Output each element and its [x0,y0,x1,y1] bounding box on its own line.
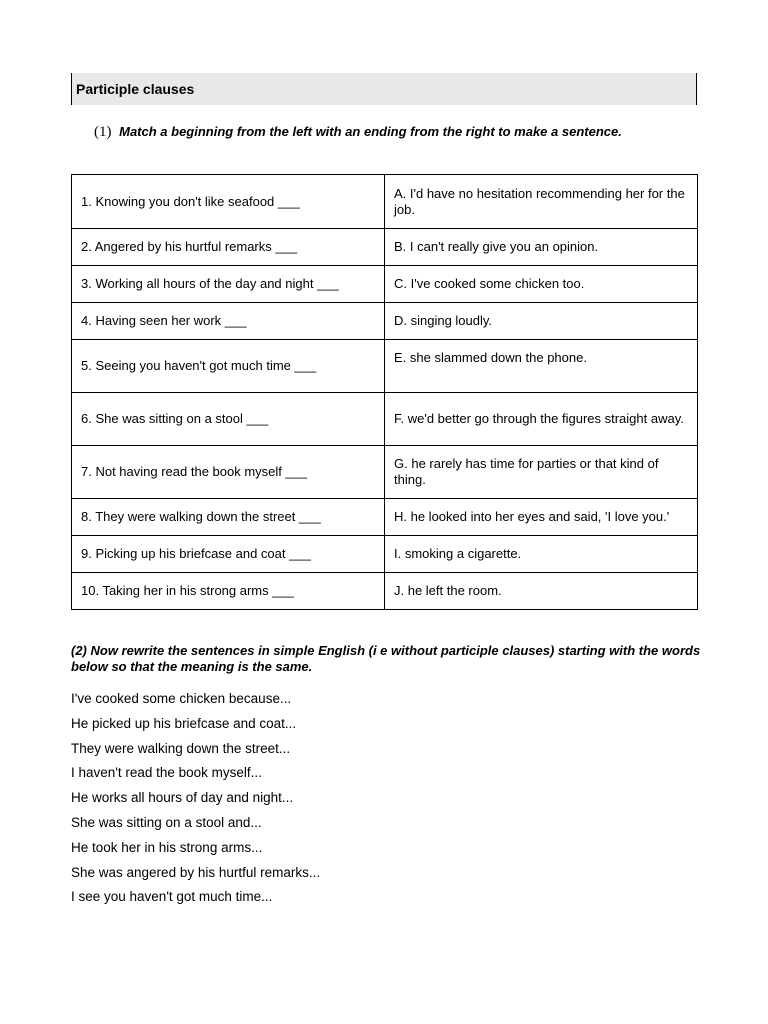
sentence-ending: F. we'd better go through the figures straight away. [385,393,698,446]
sentence-ending: A. I'd have no hesitation recommending her for the job. [385,175,698,229]
section-title: Participle clauses [76,81,195,97]
table-row [72,446,698,499]
rewrite-prompt: She was sitting on a stool and... [71,814,262,830]
sentence-ending: J. he left the room. [385,573,698,610]
section-title-bar [71,73,697,105]
rewrite-prompt: He picked up his briefcase and coat... [71,715,297,731]
sentence-beginning: 6. She was sitting on a stool ___ [72,393,385,446]
rewrite-prompt: She was angered by his hurtful remarks... [71,864,321,880]
sentence-beginning: 1. Knowing you don't like seafood ___ [72,175,385,229]
exercise-1-number: (1) [94,124,112,140]
sentence-beginning: 8. They were walking down the street ___ [72,499,385,536]
table-row [72,175,698,229]
rewrite-prompt: I see you haven't got much time... [71,889,273,905]
sentence-ending: I. smoking a cigarette. [385,536,698,573]
sentence-beginning: 7. Not having read the book myself ___ [72,446,385,499]
sentence-ending: B. I can't really give you an opinion. [385,229,698,266]
rewrite-prompt: I've cooked some chicken because... [71,691,292,706]
sentence-beginning: 3. Working all hours of the day and night ___ [72,266,385,303]
table-row [72,340,698,393]
table-row [72,393,698,446]
table-row [72,536,698,573]
rewrite-prompt: They were walking down the street... [71,740,291,756]
sentence-beginning: 2. Angered by his hurtful remarks ___ [72,229,385,266]
sentence-ending: H. he looked into her eyes and said, 'I love you.' [385,499,698,536]
sentence-beginning: 5. Seeing you haven't got much time ___ [72,340,385,393]
rewrite-prompt: He took her in his strong arms... [71,839,263,855]
sentence-beginning: 4. Having seen her work ___ [72,303,385,340]
sentence-ending: C. I've cooked some chicken too. [385,266,698,303]
sentence-beginning: 9. Picking up his briefcase and coat ___ [72,536,385,573]
table-row [72,229,698,266]
table-row [72,303,698,340]
rewrite-prompt: I haven't read the book myself... [71,765,262,781]
matching-table [71,174,698,610]
exercise-1-text: Match a beginning from the left with an ending from the right to make a sentence. [119,124,622,139]
rewrite-prompt-list [71,689,320,912]
rewrite-prompt: He works all hours of day and night... [71,790,294,806]
exercise-1-instruction [94,124,622,141]
sentence-ending: E. she slammed down the phone. [385,340,698,393]
exercise-2-instruction: (2) Now rewrite the sentences in simple English (i e without participle clauses) starting with the words below so that the meaning is the same. [71,643,701,674]
table-row [72,573,698,610]
sentence-beginning: 10. Taking her in his strong arms ___ [72,573,385,610]
table-row [72,266,698,303]
sentence-ending: D. singing loudly. [385,303,698,340]
table-row [72,499,698,536]
sentence-ending: G. he rarely has time for parties or that kind of thing. [385,446,698,499]
